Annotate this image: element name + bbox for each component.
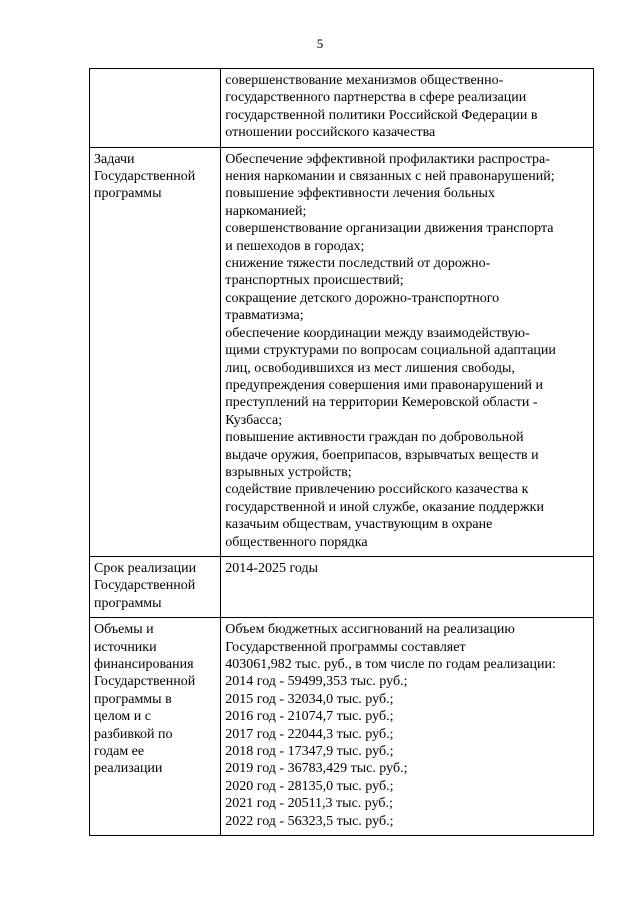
row-value-line: Объем бюджетных ассигнований на реализацию [225,622,515,638]
row-value-line: 2019 год - 36783,429 тыс. руб.; [225,761,408,777]
page-number: 5 [316,36,324,51]
row-label-line: программы [94,595,162,611]
row-value-line: 403061,982 тыс. руб., в том числе по годам реализации: [225,657,556,672]
row-value-cell [221,556,594,617]
row-value-line: 2016 год - 21074,7 тыс. руб.; [225,709,394,725]
row-label-line: Объемы и [94,622,154,638]
row-label-cell [90,69,221,148]
row-value-line: обеспечение координации между взаимодействую- [225,325,530,341]
row-label-cell [90,618,221,836]
row-label-line: годам ее [94,744,145,760]
table-row [90,618,594,836]
row-value-line: щими структурами по вопросам социальной адаптации [225,343,556,359]
row-value-line: 2018 год - 17347,9 тыс. руб.; [225,744,394,760]
row-value-cell [221,69,594,148]
row-value-line: 2014 год - 59499,353 тыс. руб.; [225,674,408,690]
program-passport-table [89,68,594,836]
row-value-line: 2021 год - 20511,3 тыс. руб.; [225,796,393,812]
row-label-cell [90,556,221,617]
row-value-line: 2020 год - 28135,0 тыс. руб.; [225,778,394,794]
row-label-line: Государственной [94,169,196,185]
row-value-line: государственной и иной службе, оказание поддержки [225,499,544,515]
row-label-line: Государственной [94,578,196,594]
row-label-cell [90,147,221,556]
row-value-line: отношении российского казачества [225,125,436,141]
row-value-line: взрывных устройств; [225,464,352,480]
table-row [90,69,594,148]
row-value-line: выдаче оружия, боеприпасов, взрывчатых веществ и [225,447,539,463]
row-label-line: реализации [94,761,163,777]
table-row [90,147,594,556]
row-label-line: целом и с [94,709,151,725]
row-label-line: программы [94,186,162,202]
row-value-line: травматизма; [225,308,304,324]
row-value-line: Обеспечение эффективной профилактики распростра- [225,151,550,167]
row-value-line: общественного порядка [225,534,368,550]
row-value-line: сокращение детского дорожно-транспортного [225,290,500,306]
row-value-line: повышение эффективности лечения больных [225,186,495,202]
table-body [90,69,594,836]
row-value-cell [221,618,594,836]
row-value-line: транспортных происшествий; [225,273,404,289]
row-value-line: 2017 год - 22044,3 тыс. руб.; [225,726,394,742]
row-value-line: преступлений на территории Кемеровской области - [225,395,538,411]
row-value-line: снижение тяжести последствий от дорожно- [225,256,491,272]
row-value-line: Государственной программы составляет [225,639,466,655]
table-row [90,556,594,617]
row-label-line: Задачи [94,151,135,167]
row-value-line: совершенствование организации движения транспорта [225,221,554,237]
row-value-line: и пешеходов в городах; [225,238,365,254]
row-value-line: 2015 год - 32034,0 тыс. руб.; [225,691,394,707]
row-value-line: казачьим обществам, участвующим в охране [225,517,493,533]
row-value-line: содействие привлечению российского казачества к [225,482,529,498]
row-label-line: разбивкой по [94,726,173,742]
row-value-line: Кузбасса; [225,412,283,428]
row-value-line: предупреждения совершения ими правонарушений и [225,377,544,393]
row-value-cell [221,147,594,556]
row-value-line: повышение активности граждан по добровольной [225,430,524,446]
row-value-line: 2022 год - 56323,5 тыс. руб.; [225,813,394,829]
row-value-line: наркоманией; [225,203,307,219]
row-value-line: государственной политики Российской Федерации в [225,107,538,123]
row-label-line: Государственной [94,674,196,690]
row-value-line: 2014-2025 годы [225,560,318,576]
row-value-line: лиц, освободившихся из мест лишения свободы, [225,360,515,376]
row-value-line: нения наркомании и связанных с ней правонарушений; [225,169,555,185]
row-label-line: финансирования [94,657,194,672]
row-label-line: программы в [94,691,172,707]
row-label-line: источники [94,639,157,655]
row-value-line: совершенствование механизмов общественно- [225,73,504,88]
row-value-line: государственного партнерства в сфере реализации [225,90,527,106]
row-label-line: Срок реализации [94,560,197,576]
